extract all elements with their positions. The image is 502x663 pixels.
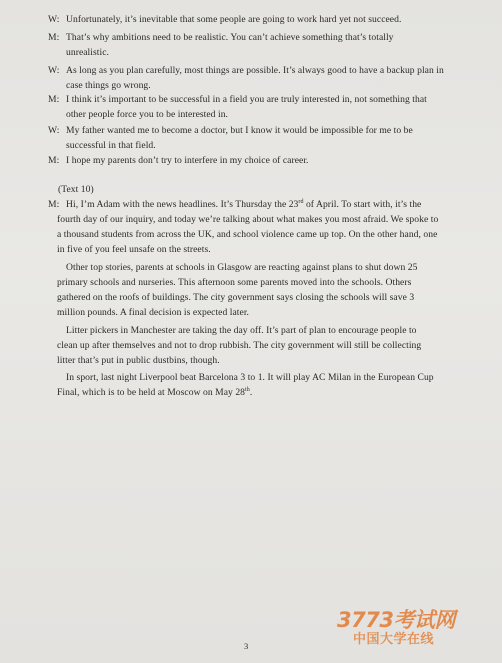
news-line: gathered on the roofs of buildings. The city government says closing the schools will save 3 — [57, 292, 415, 303]
dialogue-text: As long as you plan carefully, most things are possible. It’s always good to have a backup plan in — [66, 65, 444, 76]
dialogue-text: I think it’s important to be successful in a field you are truly interested in, not something that — [66, 94, 427, 105]
news-text: . — [249, 387, 253, 398]
speaker-label: M: — [48, 32, 60, 43]
dialogue-line — [48, 14, 401, 26]
ordinal-suffix: rd — [298, 198, 304, 205]
speaker-label: M: — [48, 94, 60, 105]
dialogue-continuation: case things go wrong. — [66, 80, 151, 91]
news-text: of April. To start with, it’s the — [303, 199, 422, 210]
watermark-logo — [337, 604, 497, 654]
speaker-label: W: — [48, 125, 60, 136]
news-line: Litter pickers in Manchester are taking the day off. It’s part of plan to encourage people to — [66, 325, 417, 336]
dialogue-text: My father wanted me to become a doctor, but I know it would be impossible for me to be — [66, 125, 413, 136]
dialogue-text: I hope my parents don’t try to interfere in my choice of career. — [66, 155, 309, 166]
dialogue-line — [48, 32, 394, 44]
news-text: Final, which is to be held at Moscow on May 28 — [57, 387, 246, 398]
dialogue-text: Unfortunately, it’s inevitable that some people are going to work hard yet not succeed. — [66, 14, 402, 25]
watermark-site-name: 3773考试网 — [337, 608, 455, 632]
ordinal-suffix: th — [245, 386, 250, 393]
news-line: in five of you feel unsafe on the streets. — [57, 244, 211, 255]
dialogue-continuation: successful in that field. — [66, 140, 156, 151]
dialogue-line — [48, 94, 427, 106]
news-line: litter that’s put in public dustbins, though. — [57, 355, 220, 366]
section-heading: (Text 10) — [58, 184, 94, 195]
speaker-label: W: — [48, 65, 60, 76]
news-line: primary schools and nurseries. This afternoon some parents moved into the schools. Others — [57, 277, 412, 288]
page-number: 3 — [244, 641, 249, 651]
news-line — [48, 199, 421, 211]
news-line: a thousand students from across the UK, and school violence came up top. On the other hand, one — [57, 229, 438, 240]
news-line: million pounds. A final decision is expected later. — [57, 307, 249, 318]
dialogue-text: That’s why ambitions need to be realistic. You can’t achieve something that’s totally — [66, 32, 394, 43]
news-line: In sport, last night Liverpool beat Barcelona 3 to 1. It will play AC Milan in the European Cup — [66, 372, 434, 383]
news-line — [57, 387, 252, 399]
news-line: clean up after themselves and not to drop rubbish. The city government will still be collecting — [57, 340, 422, 351]
speaker-label: W: — [48, 14, 60, 25]
dialogue-continuation: other people force you to be interested in. — [66, 109, 228, 120]
watermark-tagline: 中国大学在线 — [353, 632, 435, 647]
news-line: Other top stories, parents at schools in Glasgow are reacting against plans to shut down 25 — [66, 262, 418, 273]
news-line: fourth day of our inquiry, and today we’re talking about what makes you most afraid. We spoke to — [57, 214, 439, 225]
dialogue-line — [48, 125, 413, 137]
dialogue-continuation: unrealistic. — [66, 47, 109, 58]
news-text: Hi, I’m Adam with the news headlines. It’s Thursday the 23 — [66, 199, 299, 210]
dialogue-line — [48, 155, 309, 167]
dialogue-line — [48, 65, 444, 77]
speaker-label: M: — [48, 199, 60, 210]
speaker-label: M: — [48, 155, 60, 166]
